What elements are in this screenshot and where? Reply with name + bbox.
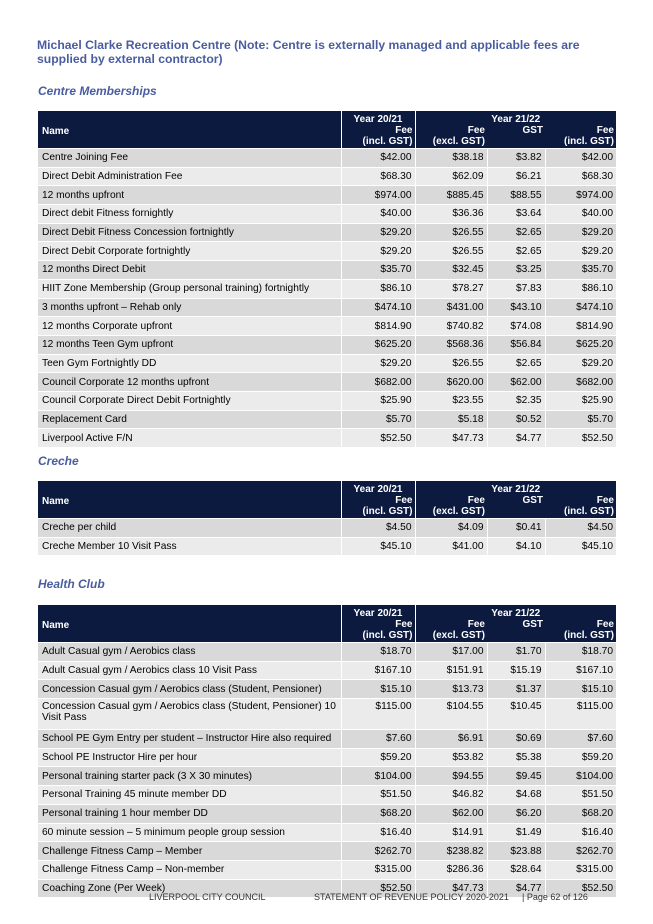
fee-2020-21: $15.10 <box>341 680 415 699</box>
fee-excl-gst: $6.91 <box>415 730 487 749</box>
row-name: Teen Gym Fortnightly DD <box>38 354 341 373</box>
table-row <box>38 205 616 224</box>
gst-amount: $62.00 <box>487 373 545 392</box>
header-fee-incl: Fee (incl. GST) <box>545 619 616 643</box>
row-name: Personal training 1 hour member DD <box>38 804 341 823</box>
header-fee-incl: Fee (incl. GST) <box>545 125 616 149</box>
table-row <box>38 167 616 186</box>
row-name: Council Corporate 12 months upfront <box>38 373 341 392</box>
footer-page-number: | Page 62 of 126 <box>522 892 588 902</box>
gst-amount: $10.45 <box>487 699 545 730</box>
row-name: HIIT Zone Membership (Group personal training) fortnightly <box>38 279 341 298</box>
gst-amount: $0.52 <box>487 410 545 429</box>
table-row <box>38 391 616 410</box>
fee-excl-gst: $78.27 <box>415 279 487 298</box>
header-gst: GST <box>487 495 545 519</box>
row-name: School PE Instructor Hire per hour <box>38 748 341 767</box>
gst-amount: $23.88 <box>487 842 545 861</box>
header-gst: GST <box>487 125 545 149</box>
fee-incl-gst: $315.00 <box>545 860 616 879</box>
table-row <box>38 223 616 242</box>
fee-2020-21: $16.40 <box>341 823 415 842</box>
fee-incl-gst: $5.70 <box>545 410 616 429</box>
row-name: 12 months Teen Gym upfront <box>38 335 341 354</box>
fee-excl-gst: $885.45 <box>415 186 487 205</box>
fee-excl-gst: $26.55 <box>415 242 487 261</box>
fee-excl-gst: $32.45 <box>415 261 487 280</box>
table-header <box>38 481 616 519</box>
header-fee-excl: Fee (excl. GST) <box>415 125 487 149</box>
fee-2020-21: $5.70 <box>341 410 415 429</box>
fee-excl-gst: $41.00 <box>415 537 487 555</box>
fee-2020-21: $45.10 <box>341 537 415 555</box>
header-name: Name <box>38 481 341 519</box>
gst-amount: $4.77 <box>487 429 545 447</box>
fee-incl-gst: $814.90 <box>545 317 616 336</box>
table-row <box>38 661 616 680</box>
fee-incl-gst: $86.10 <box>545 279 616 298</box>
fee-incl-gst: $29.20 <box>545 354 616 373</box>
fee-incl-gst: $29.20 <box>545 223 616 242</box>
row-name: Personal training starter pack (3 X 30 minutes) <box>38 767 341 786</box>
fee-incl-gst: $59.20 <box>545 748 616 767</box>
row-name: Replacement Card <box>38 410 341 429</box>
header-fee-excl: Fee (excl. GST) <box>415 619 487 643</box>
gst-amount: $2.35 <box>487 391 545 410</box>
fee-excl-gst: $62.00 <box>415 804 487 823</box>
gst-amount: $6.20 <box>487 804 545 823</box>
table-header <box>38 111 616 149</box>
gst-amount: $0.41 <box>487 519 545 538</box>
table-header <box>38 605 616 643</box>
fee-excl-gst: $23.55 <box>415 391 487 410</box>
fee-2020-21: $35.70 <box>341 261 415 280</box>
gst-amount: $43.10 <box>487 298 545 317</box>
fee-incl-gst: $682.00 <box>545 373 616 392</box>
gst-amount: $6.21 <box>487 167 545 186</box>
header-fee-incl-prev: Fee (incl. GST) <box>341 495 415 519</box>
table-row <box>38 823 616 842</box>
header-gst: GST <box>487 619 545 643</box>
fee-2020-21: $682.00 <box>341 373 415 392</box>
table-row <box>38 298 616 317</box>
fee-excl-gst: $104.55 <box>415 699 487 730</box>
header-year-curr: Year 21/22 <box>415 481 616 495</box>
fee-incl-gst: $974.00 <box>545 186 616 205</box>
fee-incl-gst: $7.60 <box>545 730 616 749</box>
fee-excl-gst: $47.73 <box>415 879 487 897</box>
gst-amount: $3.25 <box>487 261 545 280</box>
gst-amount: $2.65 <box>487 223 545 242</box>
fee-2020-21: $68.30 <box>341 167 415 186</box>
table-row <box>38 429 616 447</box>
fee-excl-gst: $151.91 <box>415 661 487 680</box>
table-row <box>38 373 616 392</box>
fee-excl-gst: $4.09 <box>415 519 487 538</box>
fee-excl-gst: $14.91 <box>415 823 487 842</box>
fee-2020-21: $40.00 <box>341 205 415 224</box>
fee-incl-gst: $68.20 <box>545 804 616 823</box>
fee-excl-gst: $38.18 <box>415 149 487 168</box>
row-name: Adult Casual gym / Aerobics class 10 Visit Pass <box>38 661 341 680</box>
gst-amount: $0.69 <box>487 730 545 749</box>
table-row <box>38 279 616 298</box>
gst-amount: $1.49 <box>487 823 545 842</box>
fee-incl-gst: $52.50 <box>545 429 616 447</box>
table-row <box>38 786 616 805</box>
fee-2020-21: $474.10 <box>341 298 415 317</box>
fee-incl-gst: $25.90 <box>545 391 616 410</box>
table-row <box>38 242 616 261</box>
header-year-curr: Year 21/22 <box>415 111 616 125</box>
row-name: Liverpool Active F/N <box>38 429 341 447</box>
fee-incl-gst: $104.00 <box>545 767 616 786</box>
fee-2020-21: $315.00 <box>341 860 415 879</box>
gst-amount: $74.08 <box>487 317 545 336</box>
fee-incl-gst: $115.00 <box>545 699 616 730</box>
gst-amount: $3.64 <box>487 205 545 224</box>
fee-incl-gst: $52.50 <box>545 879 616 897</box>
header-fee-incl-prev: Fee (incl. GST) <box>341 125 415 149</box>
fee-2020-21: $262.70 <box>341 842 415 861</box>
table-row <box>38 730 616 749</box>
fee-excl-gst: $94.55 <box>415 767 487 786</box>
table-row <box>38 842 616 861</box>
header-fee-excl: Fee (excl. GST) <box>415 495 487 519</box>
header-year-prev: Year 20/21 <box>341 605 415 619</box>
fee-excl-gst: $5.18 <box>415 410 487 429</box>
row-name: 3 months upfront – Rehab only <box>38 298 341 317</box>
fee-2020-21: $115.00 <box>341 699 415 730</box>
fee-2020-21: $29.20 <box>341 223 415 242</box>
fee-incl-gst: $29.20 <box>545 242 616 261</box>
centre-memberships-table <box>38 111 616 447</box>
fee-incl-gst: $51.50 <box>545 786 616 805</box>
header-name: Name <box>38 111 341 149</box>
table-row <box>38 860 616 879</box>
gst-amount: $1.37 <box>487 680 545 699</box>
table-row <box>38 537 616 555</box>
gst-amount: $88.55 <box>487 186 545 205</box>
fee-2020-21: $29.20 <box>341 354 415 373</box>
row-name: Coaching Zone (Per Week) <box>38 879 341 897</box>
table-row <box>38 767 616 786</box>
fee-2020-21: $68.20 <box>341 804 415 823</box>
fee-excl-gst: $62.09 <box>415 167 487 186</box>
fee-excl-gst: $26.55 <box>415 223 487 242</box>
section-heading-creche: Creche <box>38 454 79 468</box>
table-row <box>38 748 616 767</box>
page-title: Michael Clarke Recreation Centre (Note: Centre is externally managed and applicable fees are supplied by external contractor) <box>37 38 580 66</box>
fee-incl-gst: $474.10 <box>545 298 616 317</box>
fee-excl-gst: $47.73 <box>415 429 487 447</box>
fee-excl-gst: $568.36 <box>415 335 487 354</box>
row-name: Concession Casual gym / Aerobics class (Student, Pensioner) <box>38 680 341 699</box>
fee-incl-gst: $15.10 <box>545 680 616 699</box>
row-name: Centre Joining Fee <box>38 149 341 168</box>
row-name: 12 months Direct Debit <box>38 261 341 280</box>
row-name: 60 minute session – 5 minimum people group session <box>38 823 341 842</box>
header-name: Name <box>38 605 341 643</box>
fee-excl-gst: $46.82 <box>415 786 487 805</box>
section-heading-health-club: Health Club <box>38 577 105 591</box>
fee-incl-gst: $68.30 <box>545 167 616 186</box>
fee-2020-21: $4.50 <box>341 519 415 538</box>
gst-amount: $2.65 <box>487 242 545 261</box>
fee-incl-gst: $625.20 <box>545 335 616 354</box>
fee-incl-gst: $42.00 <box>545 149 616 168</box>
fee-2020-21: $167.10 <box>341 661 415 680</box>
fee-2020-21: $52.50 <box>341 879 415 897</box>
fee-excl-gst: $740.82 <box>415 317 487 336</box>
row-name: Council Corporate Direct Debit Fortnightly <box>38 391 341 410</box>
table-row <box>38 410 616 429</box>
table-row <box>38 643 616 662</box>
table-row <box>38 317 616 336</box>
row-name: Creche per child <box>38 519 341 538</box>
fee-excl-gst: $53.82 <box>415 748 487 767</box>
fee-excl-gst: $17.00 <box>415 643 487 662</box>
row-name: Creche Member 10 Visit Pass <box>38 537 341 555</box>
fee-excl-gst: $238.82 <box>415 842 487 861</box>
fee-incl-gst: $4.50 <box>545 519 616 538</box>
gst-amount: $4.77 <box>487 879 545 897</box>
row-name: 12 months upfront <box>38 186 341 205</box>
row-name: Direct debit Fitness fornightly <box>38 205 341 224</box>
fee-2020-21: $52.50 <box>341 429 415 447</box>
gst-amount: $28.64 <box>487 860 545 879</box>
fee-2020-21: $7.60 <box>341 730 415 749</box>
footer-doc-title: STATEMENT OF REVENUE POLICY 2020-2021 <box>314 892 509 902</box>
gst-amount: $15.19 <box>487 661 545 680</box>
table-row <box>38 186 616 205</box>
gst-amount: $4.10 <box>487 537 545 555</box>
row-name: Personal Training 45 minute member DD <box>38 786 341 805</box>
fee-2020-21: $814.90 <box>341 317 415 336</box>
table-row <box>38 261 616 280</box>
fee-2020-21: $42.00 <box>341 149 415 168</box>
row-name: School PE Gym Entry per student – Instructor Hire also required <box>38 730 341 749</box>
header-year-prev: Year 20/21 <box>341 111 415 125</box>
fee-2020-21: $25.90 <box>341 391 415 410</box>
section-heading-centre-memberships: Centre Memberships <box>38 84 157 98</box>
row-name: Direct Debit Corporate fortnightly <box>38 242 341 261</box>
fee-2020-21: $29.20 <box>341 242 415 261</box>
fee-2020-21: $51.50 <box>341 786 415 805</box>
row-name: Challenge Fitness Camp – Non-member <box>38 860 341 879</box>
row-name: Direct Debit Administration Fee <box>38 167 341 186</box>
row-name: Direct Debit Fitness Concession fortnightly <box>38 223 341 242</box>
fee-incl-gst: $16.40 <box>545 823 616 842</box>
fee-excl-gst: $620.00 <box>415 373 487 392</box>
row-name: 12 months Corporate upfront <box>38 317 341 336</box>
fee-excl-gst: $26.55 <box>415 354 487 373</box>
header-fee-incl: Fee (incl. GST) <box>545 495 616 519</box>
gst-amount: $7.83 <box>487 279 545 298</box>
fee-excl-gst: $36.36 <box>415 205 487 224</box>
fee-excl-gst: $286.36 <box>415 860 487 879</box>
header-year-prev: Year 20/21 <box>341 481 415 495</box>
gst-amount: $4.68 <box>487 786 545 805</box>
header-year-curr: Year 21/22 <box>415 605 616 619</box>
fee-2020-21: $86.10 <box>341 279 415 298</box>
gst-amount: $9.45 <box>487 767 545 786</box>
table-row <box>38 519 616 538</box>
fee-2020-21: $104.00 <box>341 767 415 786</box>
gst-amount: $2.65 <box>487 354 545 373</box>
table-row <box>38 354 616 373</box>
table-row <box>38 335 616 354</box>
header-fee-incl-prev: Fee (incl. GST) <box>341 619 415 643</box>
fee-2020-21: $18.70 <box>341 643 415 662</box>
row-name: Challenge Fitness Camp – Member <box>38 842 341 861</box>
health-club-table <box>38 605 616 897</box>
row-name: Concession Casual gym / Aerobics class (Student, Pensioner) 10 Visit Pass <box>38 699 341 730</box>
fee-incl-gst: $40.00 <box>545 205 616 224</box>
fee-2020-21: $974.00 <box>341 186 415 205</box>
gst-amount: $3.82 <box>487 149 545 168</box>
fee-excl-gst: $431.00 <box>415 298 487 317</box>
table-row <box>38 804 616 823</box>
fee-2020-21: $625.20 <box>341 335 415 354</box>
fee-2020-21: $59.20 <box>341 748 415 767</box>
row-name: Adult Casual gym / Aerobics class <box>38 643 341 662</box>
table-row <box>38 149 616 168</box>
table-row <box>38 699 616 730</box>
fee-excl-gst: $13.73 <box>415 680 487 699</box>
fee-incl-gst: $45.10 <box>545 537 616 555</box>
gst-amount: $56.84 <box>487 335 545 354</box>
gst-amount: $5.38 <box>487 748 545 767</box>
footer-org: LIVERPOOL CITY COUNCIL <box>149 892 266 902</box>
fee-incl-gst: $35.70 <box>545 261 616 280</box>
gst-amount: $1.70 <box>487 643 545 662</box>
creche-table <box>38 481 616 555</box>
fee-incl-gst: $262.70 <box>545 842 616 861</box>
fee-incl-gst: $18.70 <box>545 643 616 662</box>
fee-incl-gst: $167.10 <box>545 661 616 680</box>
table-row <box>38 680 616 699</box>
